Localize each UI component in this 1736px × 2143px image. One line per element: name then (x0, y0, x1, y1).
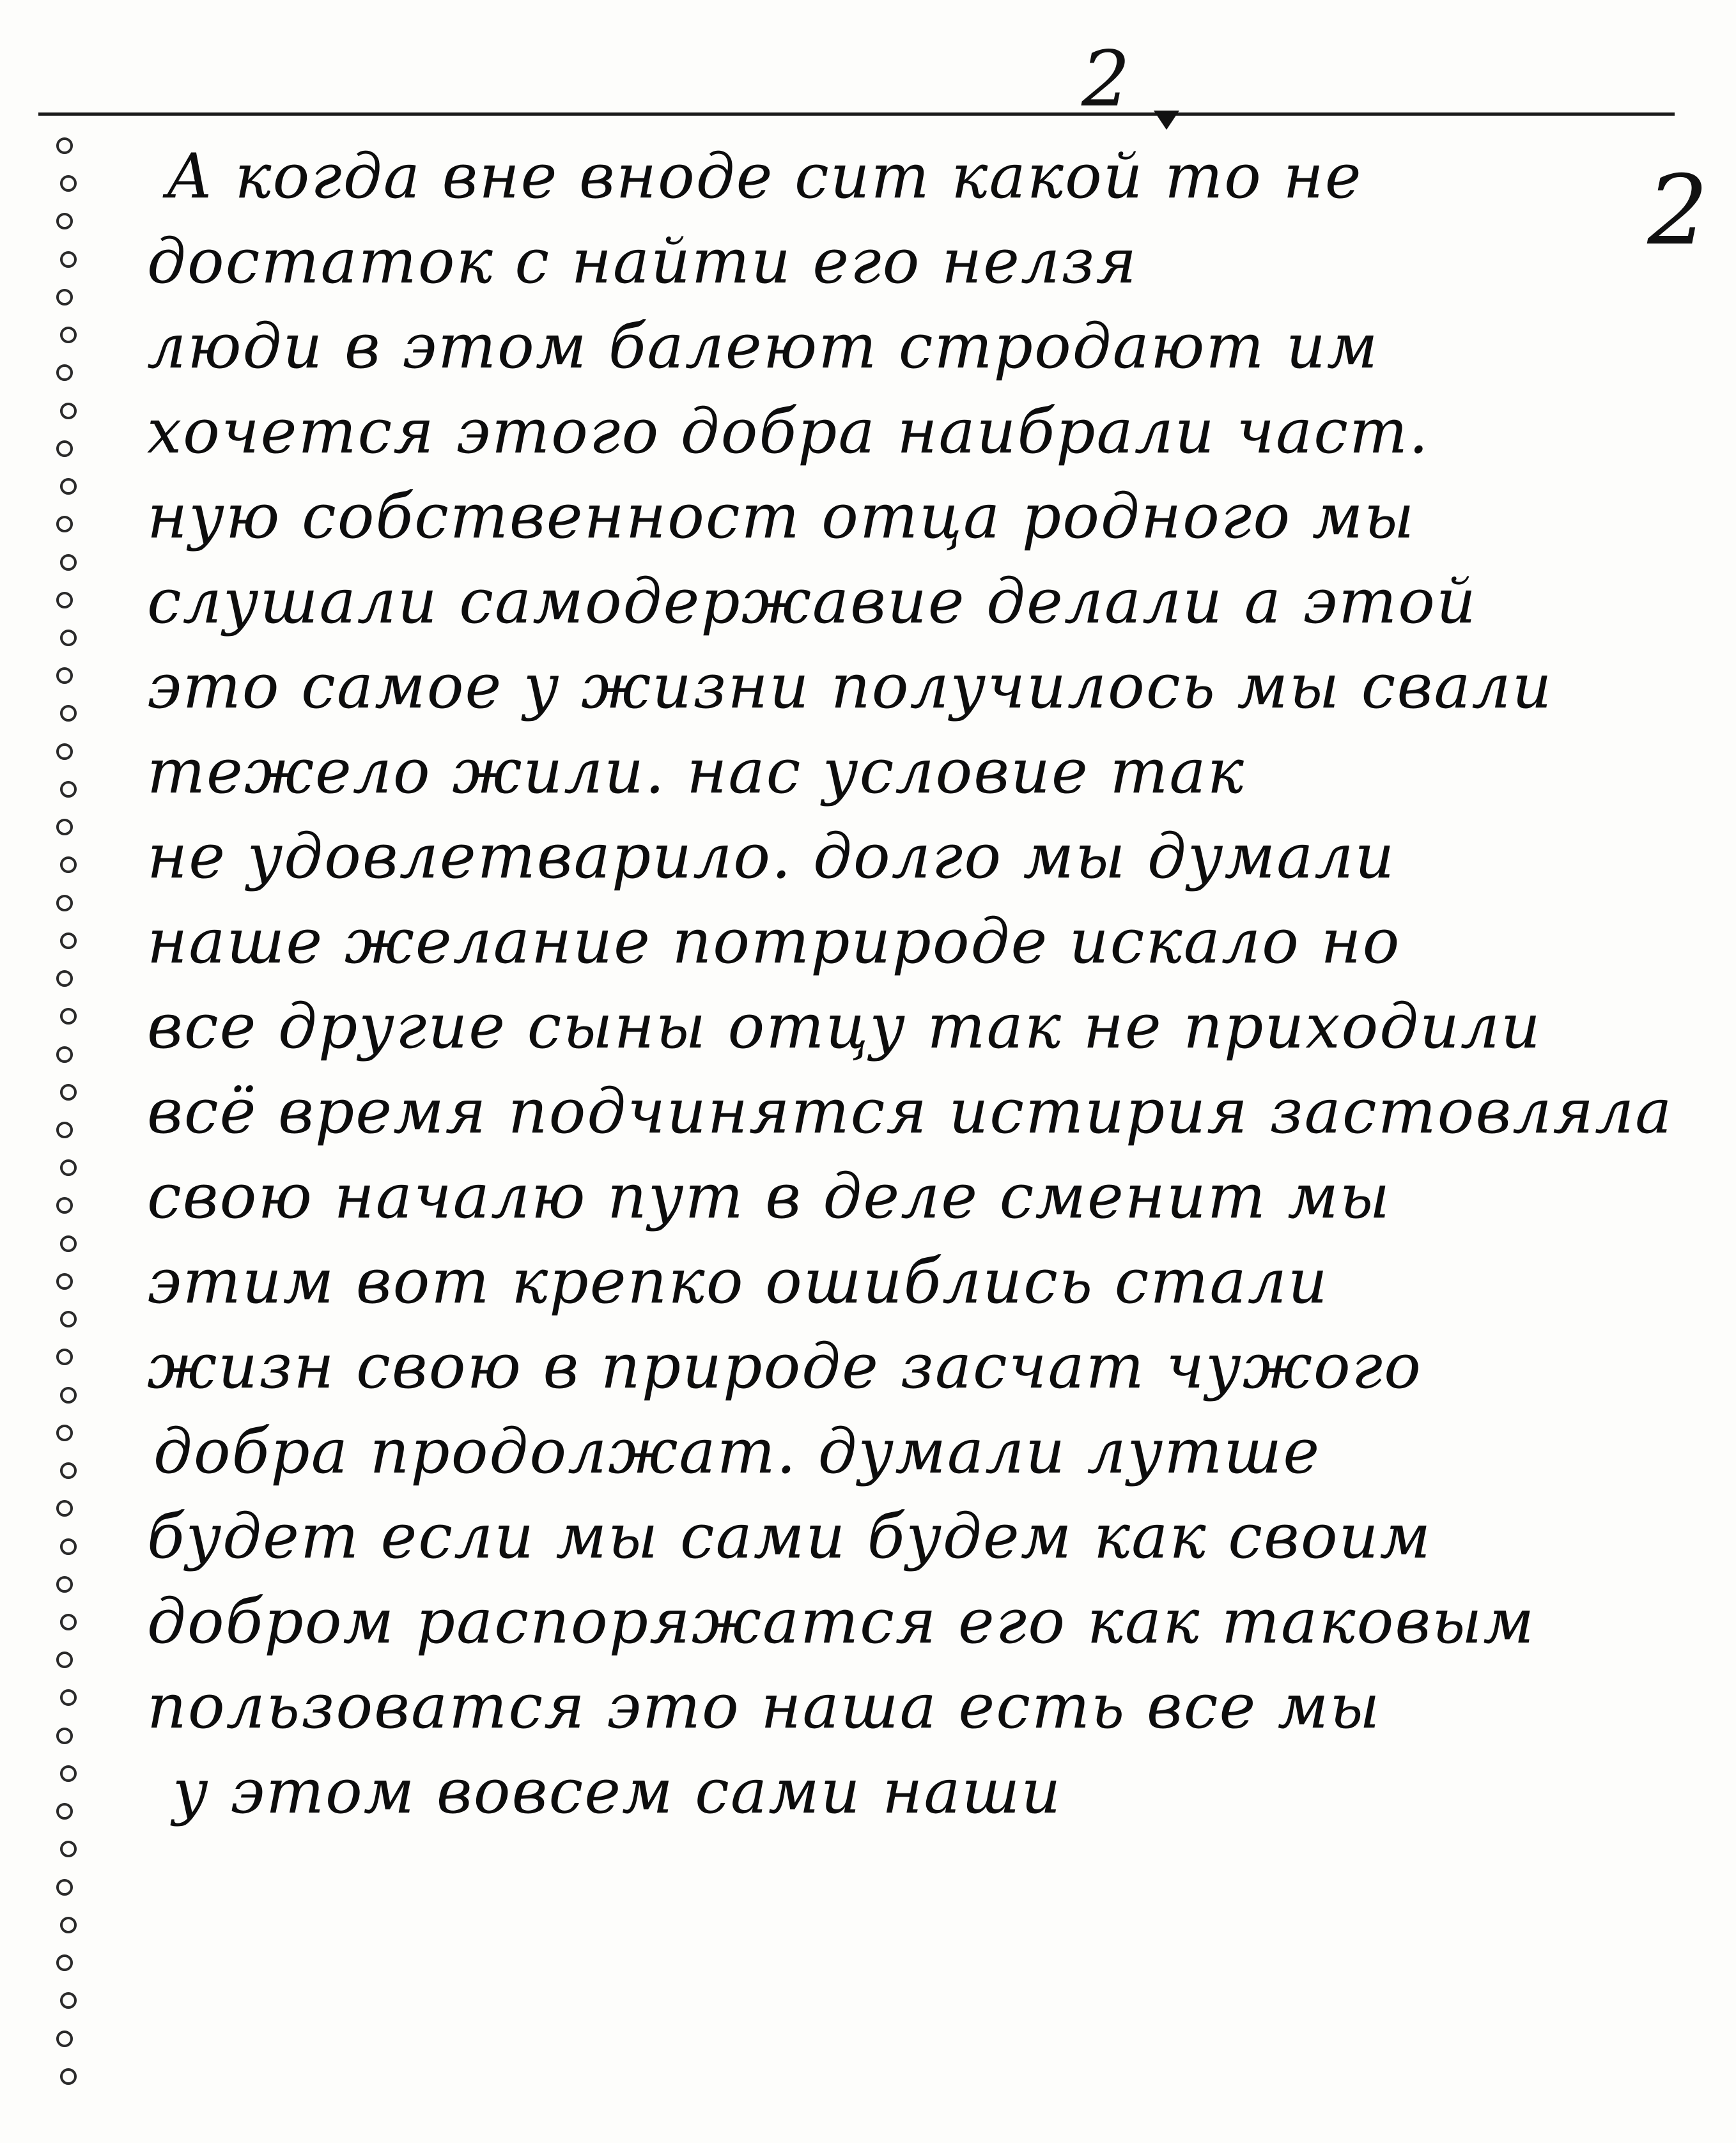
binder-hole (56, 1954, 73, 1971)
binder-hole (56, 289, 73, 306)
binder-hole (60, 705, 77, 722)
handwritten-text (147, 134, 1681, 1834)
binder-hole (56, 1652, 73, 1668)
binder-hole (56, 516, 73, 532)
text-line: люди в этом балеют стродают им (147, 311, 1379, 382)
binder-hole (56, 1728, 73, 1744)
text-line: тежело жили. нас условие так (147, 736, 1245, 807)
down-arrow-icon (1151, 107, 1182, 133)
text-line: будет если мы сами будем как своим (147, 1501, 1432, 1572)
binder-hole (60, 630, 77, 646)
binder-hole (60, 2068, 77, 2085)
text-line: добром распоряжатся его как таковым (147, 1586, 1536, 1657)
page-number-right: 2 (1647, 155, 1709, 267)
binder-hole (60, 856, 77, 873)
binder-hole (60, 327, 77, 343)
binder-hole (60, 1084, 77, 1101)
text-line: добра продолжат. думали лутше (153, 1416, 1321, 1487)
binder-hole (60, 1159, 77, 1176)
binder-hole (56, 1349, 73, 1365)
binder-hole (60, 1841, 77, 1857)
text-line: наше желание потрироде искало но (147, 906, 1401, 977)
text-line: хочется этого добра наибрали част. (147, 396, 1430, 467)
binder-hole (56, 1425, 73, 1441)
text-line: пользоватся это наша есть все мы (147, 1671, 1381, 1742)
text-line: всё время подчинятся истирия застовляла (147, 1076, 1673, 1147)
binder-hole (60, 1765, 77, 1782)
binder-hole (56, 440, 73, 457)
binder-hole (60, 1462, 77, 1479)
binder-hole (60, 478, 77, 495)
binder-hole (60, 1538, 77, 1555)
binder-hole (56, 137, 73, 154)
binder-hole (56, 364, 73, 381)
top-rule-line (38, 112, 1675, 116)
binder-hole (60, 1992, 77, 2009)
binder-hole (56, 1046, 73, 1063)
binder-hole (56, 667, 73, 684)
binder-hole (60, 932, 77, 949)
binder-hole (60, 1614, 77, 1630)
binder-holes (56, 137, 82, 2119)
binder-hole (60, 1311, 77, 1327)
binder-hole (60, 1008, 77, 1025)
text-line: ную собственност отца родного мы (147, 481, 1416, 552)
binder-hole (56, 1273, 73, 1290)
binder-hole (56, 1197, 73, 1214)
text-line: жизн свою в природе засчат чужого (147, 1331, 1422, 1402)
text-line: у этом вовсем сами наши (173, 1756, 1062, 1827)
binder-hole (60, 1917, 77, 1933)
binder-hole (56, 895, 73, 911)
binder-hole (56, 2031, 73, 2047)
binder-hole (60, 1235, 77, 1252)
text-line: этим вот крепко ошиблись стали (147, 1246, 1329, 1317)
text-line: свою началю пут в деле сменит мы (147, 1161, 1391, 1232)
binder-hole (60, 175, 77, 192)
text-line: это самое у жизни получилось мы свали (147, 651, 1553, 722)
binder-hole (56, 213, 73, 229)
binder-hole (56, 743, 73, 760)
binder-hole (56, 819, 73, 835)
text-line: не удовлетварило. долго мы думали (147, 821, 1396, 892)
text-line: А когда вне вноде сит какой то не (166, 141, 1363, 212)
binder-hole (60, 554, 77, 571)
binder-hole (60, 1689, 77, 1706)
binder-hole (56, 1576, 73, 1593)
binder-hole (60, 251, 77, 268)
binder-hole (60, 781, 77, 798)
binder-hole (56, 1500, 73, 1517)
text-line: все другие сыны отцу так не приходили (147, 991, 1542, 1062)
binder-hole (56, 1803, 73, 1820)
page-number-top: 2 (1081, 35, 1131, 124)
binder-hole (56, 1122, 73, 1138)
binder-hole (56, 970, 73, 987)
binder-hole (56, 592, 73, 608)
binder-hole (56, 1879, 73, 1896)
text-line: слушали самодержавие делали а этой (147, 566, 1477, 637)
text-line: достаток с найти его нелзя (147, 226, 1138, 297)
binder-hole (60, 1387, 77, 1404)
binder-hole (60, 403, 77, 419)
